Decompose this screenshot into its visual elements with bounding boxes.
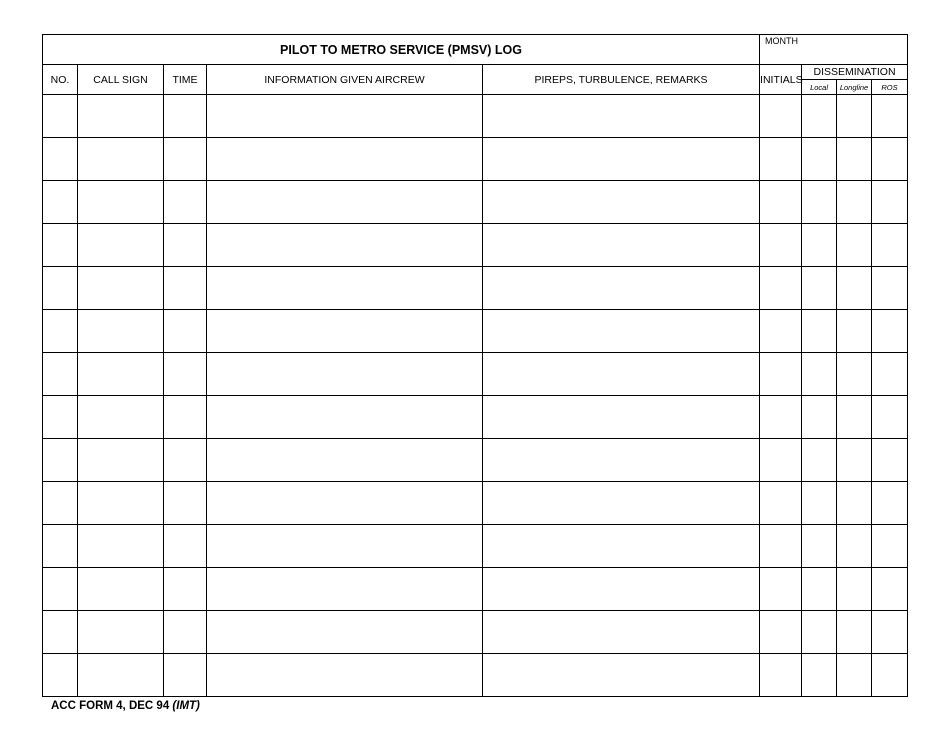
row-call-sign-cell[interactable] xyxy=(78,439,164,482)
row-time-cell[interactable] xyxy=(164,611,207,654)
col-header-information: INFORMATION GIVEN AIRCREW xyxy=(207,65,483,95)
row-time-cell[interactable] xyxy=(164,482,207,525)
row-ros-cell[interactable] xyxy=(872,310,908,353)
row-longline-cell[interactable] xyxy=(837,181,872,224)
row-initials-cell[interactable] xyxy=(760,611,802,654)
row-longline-cell[interactable] xyxy=(837,310,872,353)
row-ros-cell[interactable] xyxy=(872,482,908,525)
row-information-cell[interactable] xyxy=(207,525,483,568)
col-header-call-sign: CALL SIGN xyxy=(78,65,164,95)
col-header-local: Local xyxy=(802,80,837,95)
row-local-cell[interactable] xyxy=(802,267,837,310)
row-local-cell[interactable] xyxy=(802,525,837,568)
row-local-cell[interactable] xyxy=(802,224,837,267)
row-longline-cell[interactable] xyxy=(837,267,872,310)
row-local-cell[interactable] xyxy=(802,482,837,525)
month-field[interactable] xyxy=(760,35,908,65)
row-pireps-cell[interactable] xyxy=(483,138,760,181)
form-id: ACC FORM 4, DEC 94 xyxy=(51,700,170,712)
row-information-cell[interactable] xyxy=(207,482,483,525)
row-ros-cell[interactable] xyxy=(872,138,908,181)
row-ros-cell[interactable] xyxy=(872,224,908,267)
table-row xyxy=(43,224,908,267)
row-pireps-cell[interactable] xyxy=(483,568,760,611)
row-initials-cell[interactable] xyxy=(760,525,802,568)
form-imt-tag: (IMT) xyxy=(172,700,200,712)
row-longline-cell[interactable] xyxy=(837,95,872,138)
row-ros-cell[interactable] xyxy=(872,439,908,482)
row-initials-cell[interactable] xyxy=(760,95,802,138)
month-label: MONTH xyxy=(765,36,799,46)
table-row xyxy=(43,138,908,181)
table-row xyxy=(43,181,908,224)
row-call-sign-cell[interactable] xyxy=(78,95,164,138)
row-pireps-cell[interactable] xyxy=(483,482,760,525)
row-pireps-cell[interactable] xyxy=(483,396,760,439)
row-call-sign-cell[interactable] xyxy=(78,654,164,697)
row-information-cell[interactable] xyxy=(207,267,483,310)
row-call-sign-cell[interactable] xyxy=(78,611,164,654)
row-longline-cell[interactable] xyxy=(837,654,872,697)
row-call-sign-cell[interactable] xyxy=(78,310,164,353)
row-initials-cell[interactable] xyxy=(760,310,802,353)
table-row xyxy=(43,310,908,353)
row-ros-cell[interactable] xyxy=(872,654,908,697)
row-initials-cell[interactable] xyxy=(760,396,802,439)
row-pireps-cell[interactable] xyxy=(483,95,760,138)
row-time-cell[interactable] xyxy=(164,568,207,611)
row-information-cell[interactable] xyxy=(207,95,483,138)
row-time-cell[interactable] xyxy=(164,525,207,568)
row-ros-cell[interactable] xyxy=(872,396,908,439)
row-longline-cell[interactable] xyxy=(837,525,872,568)
row-information-cell[interactable] xyxy=(207,611,483,654)
row-pireps-cell[interactable] xyxy=(483,611,760,654)
row-call-sign-cell[interactable] xyxy=(78,224,164,267)
row-pireps-cell[interactable] xyxy=(483,181,760,224)
row-time-cell[interactable] xyxy=(164,181,207,224)
form-footer xyxy=(51,700,200,712)
row-no-cell[interactable] xyxy=(43,267,78,310)
row-information-cell[interactable] xyxy=(207,654,483,697)
row-no-cell[interactable] xyxy=(43,224,78,267)
row-initials-cell[interactable] xyxy=(760,224,802,267)
row-no-cell[interactable] xyxy=(43,439,78,482)
row-local-cell[interactable] xyxy=(802,181,837,224)
row-ros-cell[interactable] xyxy=(872,353,908,396)
row-information-cell[interactable] xyxy=(207,224,483,267)
row-pireps-cell[interactable] xyxy=(483,525,760,568)
row-information-cell[interactable] xyxy=(207,181,483,224)
row-time-cell[interactable] xyxy=(164,224,207,267)
row-information-cell[interactable] xyxy=(207,439,483,482)
row-ros-cell[interactable] xyxy=(872,95,908,138)
form-title: PILOT TO METRO SERVICE (PMSV) LOG xyxy=(43,35,760,65)
row-ros-cell[interactable] xyxy=(872,611,908,654)
row-information-cell[interactable] xyxy=(207,353,483,396)
row-call-sign-cell[interactable] xyxy=(78,267,164,310)
table-row xyxy=(43,353,908,396)
row-time-cell[interactable] xyxy=(164,396,207,439)
row-call-sign-cell[interactable] xyxy=(78,181,164,224)
row-call-sign-cell[interactable] xyxy=(78,138,164,181)
table-row xyxy=(43,568,908,611)
table-row xyxy=(43,525,908,568)
row-no-cell[interactable] xyxy=(43,654,78,697)
row-longline-cell[interactable] xyxy=(837,138,872,181)
row-ros-cell[interactable] xyxy=(872,267,908,310)
row-initials-cell[interactable] xyxy=(760,267,802,310)
row-longline-cell[interactable] xyxy=(837,439,872,482)
row-pireps-cell[interactable] xyxy=(483,439,760,482)
row-call-sign-cell[interactable] xyxy=(78,396,164,439)
row-call-sign-cell[interactable] xyxy=(78,353,164,396)
row-information-cell[interactable] xyxy=(207,138,483,181)
table-row xyxy=(43,439,908,482)
row-no-cell[interactable] xyxy=(43,482,78,525)
row-information-cell[interactable] xyxy=(207,396,483,439)
row-longline-cell[interactable] xyxy=(837,482,872,525)
row-no-cell[interactable] xyxy=(43,525,78,568)
row-no-cell[interactable] xyxy=(43,181,78,224)
row-call-sign-cell[interactable] xyxy=(78,482,164,525)
table-row xyxy=(43,396,908,439)
row-longline-cell[interactable] xyxy=(837,611,872,654)
row-initials-cell[interactable] xyxy=(760,181,802,224)
row-local-cell[interactable] xyxy=(802,396,837,439)
row-information-cell[interactable] xyxy=(207,568,483,611)
header-row xyxy=(43,65,908,80)
table-row xyxy=(43,95,908,138)
row-pireps-cell[interactable] xyxy=(483,224,760,267)
col-header-longline: Longline xyxy=(837,80,872,95)
col-header-initials: INITIALS xyxy=(760,65,802,95)
row-longline-cell[interactable] xyxy=(837,353,872,396)
row-no-cell[interactable] xyxy=(43,138,78,181)
row-time-cell[interactable] xyxy=(164,654,207,697)
row-ros-cell[interactable] xyxy=(872,568,908,611)
row-no-cell[interactable] xyxy=(43,611,78,654)
row-time-cell[interactable] xyxy=(164,439,207,482)
row-no-cell[interactable] xyxy=(43,353,78,396)
row-initials-cell[interactable] xyxy=(760,654,802,697)
row-time-cell[interactable] xyxy=(164,353,207,396)
row-pireps-cell[interactable] xyxy=(483,310,760,353)
row-local-cell[interactable] xyxy=(802,310,837,353)
row-pireps-cell[interactable] xyxy=(483,654,760,697)
col-header-pireps: PIREPS, TURBULENCE, REMARKS xyxy=(483,65,760,95)
row-local-cell[interactable] xyxy=(802,611,837,654)
table-row xyxy=(43,267,908,310)
row-initials-cell[interactable] xyxy=(760,482,802,525)
row-call-sign-cell[interactable] xyxy=(78,525,164,568)
row-initials-cell[interactable] xyxy=(760,568,802,611)
row-pireps-cell[interactable] xyxy=(483,353,760,396)
row-ros-cell[interactable] xyxy=(872,525,908,568)
row-time-cell[interactable] xyxy=(164,95,207,138)
row-initials-cell[interactable] xyxy=(760,439,802,482)
col-header-ros: ROS xyxy=(872,80,908,95)
row-no-cell[interactable] xyxy=(43,95,78,138)
row-time-cell[interactable] xyxy=(164,310,207,353)
row-no-cell[interactable] xyxy=(43,568,78,611)
col-header-time: TIME xyxy=(164,65,207,95)
row-time-cell[interactable] xyxy=(164,138,207,181)
row-longline-cell[interactable] xyxy=(837,396,872,439)
row-initials-cell[interactable] xyxy=(760,138,802,181)
title-row xyxy=(43,35,908,65)
row-pireps-cell[interactable] xyxy=(483,267,760,310)
row-local-cell[interactable] xyxy=(802,95,837,138)
row-ros-cell[interactable] xyxy=(872,181,908,224)
row-local-cell[interactable] xyxy=(802,654,837,697)
row-local-cell[interactable] xyxy=(802,439,837,482)
row-call-sign-cell[interactable] xyxy=(78,568,164,611)
row-local-cell[interactable] xyxy=(802,138,837,181)
row-no-cell[interactable] xyxy=(43,310,78,353)
col-header-dissemination: DISSEMINATION xyxy=(802,65,908,80)
row-initials-cell[interactable] xyxy=(760,353,802,396)
table-row xyxy=(43,611,908,654)
table-row xyxy=(43,482,908,525)
col-header-no: NO. xyxy=(43,65,78,95)
row-longline-cell[interactable] xyxy=(837,568,872,611)
row-longline-cell[interactable] xyxy=(837,224,872,267)
row-local-cell[interactable] xyxy=(802,568,837,611)
row-time-cell[interactable] xyxy=(164,267,207,310)
pmsv-log-table xyxy=(42,34,908,697)
row-local-cell[interactable] xyxy=(802,353,837,396)
row-information-cell[interactable] xyxy=(207,310,483,353)
table-row xyxy=(43,654,908,697)
row-no-cell[interactable] xyxy=(43,396,78,439)
